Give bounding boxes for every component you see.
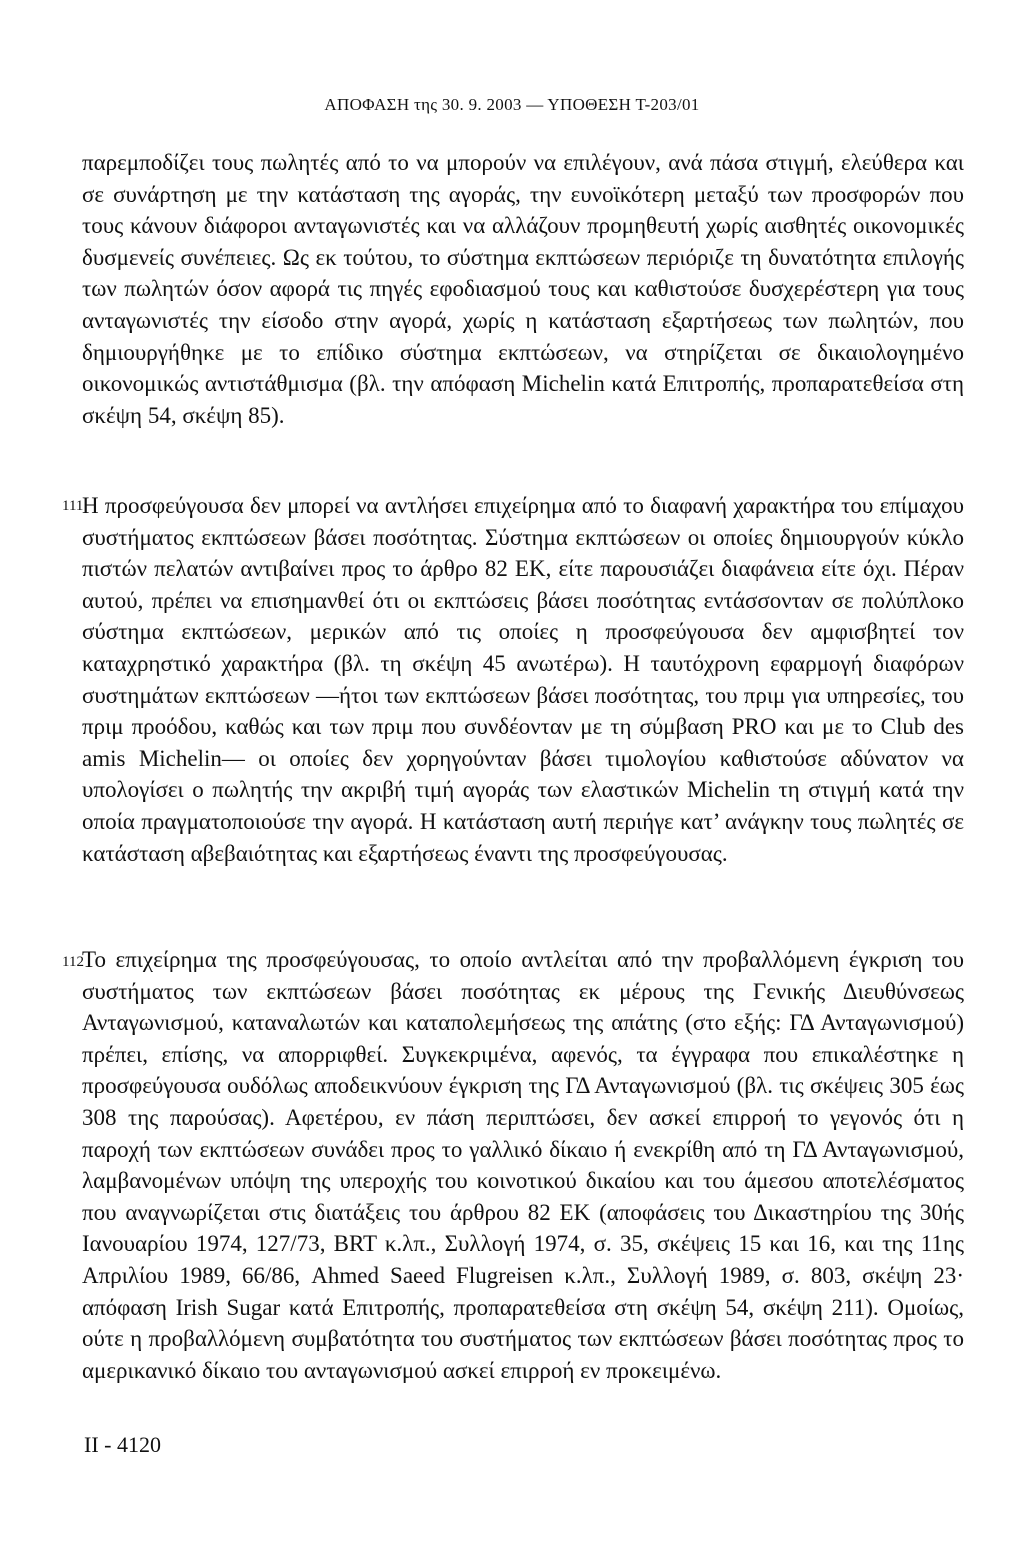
running-header: ΑΠΟΦΑΣΗ της 30. 9. 2003 — ΥΠΟΘΕΣΗ Τ-203/01 (324, 95, 700, 114)
paragraph-number-112: 112 (62, 954, 84, 970)
paragraph-continuation: παρεμποδίζει τους πωλητές από το να μπορούν να επιλέγουν, ανά πάσα στιγμή, ελεύθερα και σε συνάρτηση με την κατάσταση της αγοράς, την ευνοϊκότερη μεταξύ των προσφορών που τους κάνουν διάφοροι ανταγωνιστές και να αλλάζουν προμηθευτή χωρίς αισθητές οικονομικές δυσμενείς συνέπειες. Ως εκ τούτου, το σύστημα εκπτώσεων περιόριζε τη δυνατότητα επιλογής των πωλητών όσον αφορά τις πηγές εφοδιασμού τους και καθιστούσε δυσχερέστερη για τους ανταγωνιστές την είσοδο στην αγορά, χωρίς η κατάσταση εξαρτήσεως των πωλητών, που δημιουργήθηκε με το επίδικο σύστημα εκπτώσεων, να στηρίζεται σε δικαιολογημένο οικονομικώς αντιστάθμισμα (βλ. την απόφαση Michelin κατά Επιτροπής, προπαρατεθείσα στη σκέψη 54, σκέψη 85). (82, 150, 964, 428)
paragraph-number-111: 111 (62, 498, 84, 514)
paragraph-111: Η προσφεύγουσα δεν μπορεί να αντλήσει επιχείρημα από το διαφανή χαρακτήρα του επίμαχου συστήματος εκπτώσεων βάσει ποσότητας. Σύστημα εκπτώσεων οι οποίες δημιουργούν κύκλο πιστών πελατών αντιβαίνει προς το άρθρο 82 ΕΚ, είτε παρουσιάζει διαφάνεια είτε όχι. Πέραν αυτού, πρέπει να επισημανθεί ότι οι εκπτώσεις βάσει ποσότητας εντάσσονταν σε πολύπλοκο σύστημα εκπτώσεων, μερικών από τις οποίες η προσφεύγουσα δεν αμφισβητεί τον καταχρηστικό χαρακτήρα (βλ. τη σκέψη 45 ανωτέρω). Η ταυτόχρονη εφαρμογή διαφόρων συστημάτων εκπτώσεων —ήτοι των εκπτώσεων βάσει ποσότητας, του πριμ για υπηρεσίες, του πριμ προόδου, καθώς και των πριμ που συνδέονταν με τη σύμβαση PRO και με το Club des amis Michelin— οι οποίες δεν χορηγούνταν βάσει τιμολογίου καθιστούσε αδύνατον να υπολογίσει ο πωλητής την ακριβή τιμή αγοράς των ελαστικών Michelin τη στιγμή κατά την οποία πραγματοποιούσε την αγορά. Η κατάσταση αυτή περιήγε κατ’ ανάγκην τους πωλητές σε κατάσταση αβεβαιότητας και εξαρτήσεως έναντι της προσφεύγουσας. (82, 493, 964, 866)
paragraph-112: Το επιχείρημα της προσφεύγουσας, το οποίο αντλείται από την προβαλλόμενη έγκριση του συστήματος των εκπτώσεων βάσει ποσότητας εκ μέρους της Γενικής Διευθύνσεως Ανταγωνισμού, καταναλωτών και καταπολεμήσεως της απάτης (στο εξής: ΓΔ Ανταγωνισμού) πρέπει, επίσης, να απορριφθεί. Συγκεκριμένα, αφενός, τα έγγραφα που επικαλέστηκε η προσφεύγουσα ουδόλως αποδεικνύουν έγκριση της ΓΔ Ανταγωνισμού (βλ. τις σκέψεις 305 έως 308 της παρούσας). Αφετέρου, εν πάση περιπτώσει, δεν ασκεί επιρροή το γεγονός ότι η παροχή των εκπτώσεων συνάδει προς το γαλλικό δίκαιο ή ενεκρίθη από τη ΓΔ Ανταγωνισμού, λαμβανομένων υπόψη της υπεροχής του κοινοτικού δικαίου και του άμεσου αποτελέσματος που αναγνωρίζεται στις διατάξεις του άρθρου 82 ΕΚ (αποφάσεις του Δικαστηρίου της 30ής Ιανουαρίου 1974, 127/73, BRT κ.λπ., Συλλογή 1974, σ. 35, σκέψεις 15 και 16, και της 11ης Απριλίου 1989, 66/86, Ahmed Saeed Flugreisen κ.λπ., Συλλογή 1989, σ. 803, σκέψη 23· απόφαση Irish Sugar κατά Επιτροπής, προπαρατεθείσα στη σκέψη 54, σκέψη 211). Ομοίως, ούτε η προβαλλόμενη συμβατότητα του συστήματος των εκπτώσεων βάσει ποσότητας προς το αμερικανικό δίκαιο του ανταγωνισμού ασκεί επιρροή εν προκειμένω. (82, 947, 964, 1383)
page-number: II - 4120 (84, 1432, 161, 1457)
